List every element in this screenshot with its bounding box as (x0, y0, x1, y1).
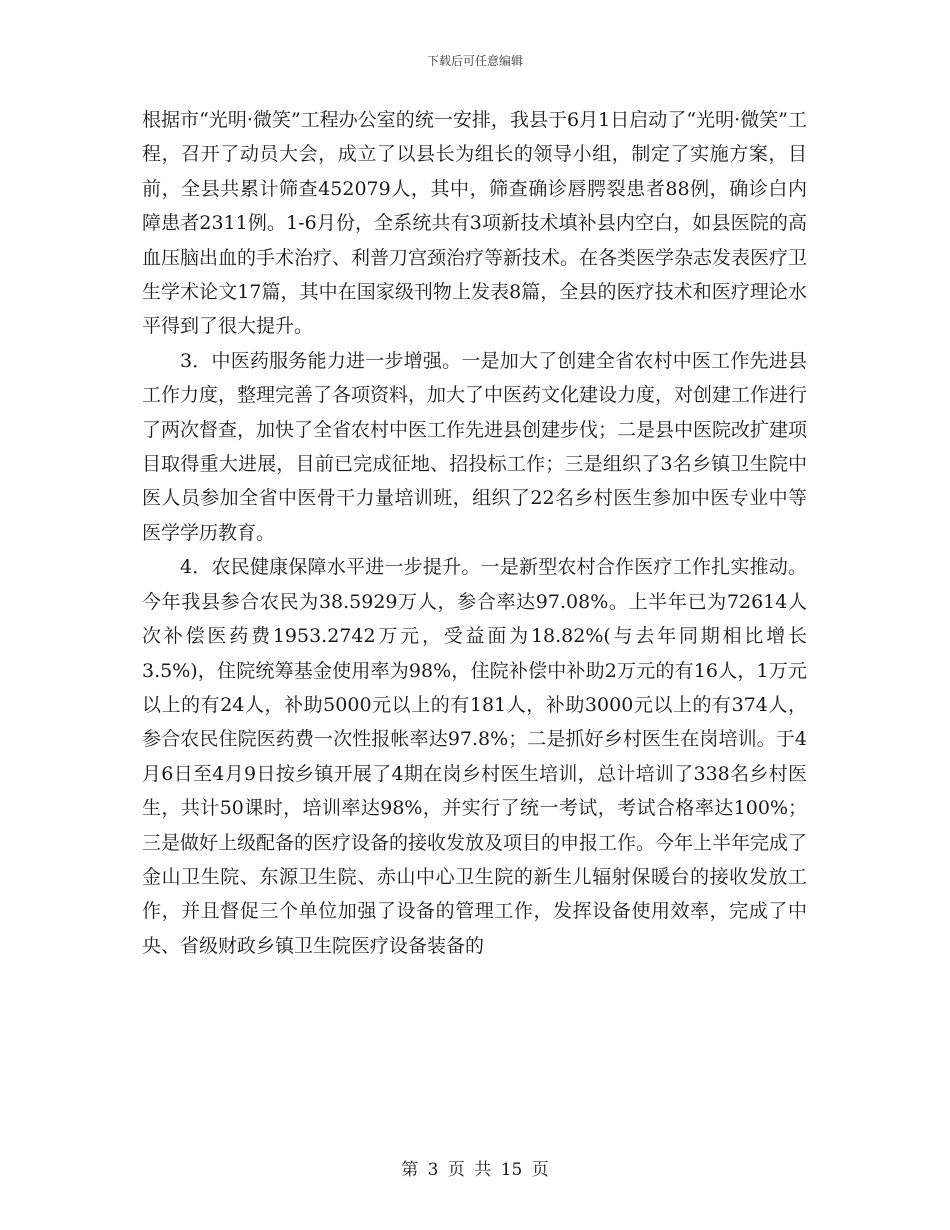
document-body (142, 103, 807, 963)
paragraph-tcm-service: 3．中医药服务能力进一步增强。一是加大了创建全省农村中医工作先进县工作力度，整理完善了各项资料，加大了中医药文化建设力度，对创建工作进行了两次督查，加快了全省农村中医工作先进县创建步伐；二是县中医院改扩建项目取得重大进展，目前已完成征地、招投标工作；三是组织了3名乡镇卫生院中医人员参加全省中医骨干力量培训班，组织了22名乡村医生参加中医专业中等医学学历教育。 (142, 349, 808, 544)
paragraph-continuation: 根据市“光明·微笑”工程办公室的统一安排，我县于6月1日启动了“光明·微笑”工程，召开了动员大会，成立了以县长为组长的领导小组，制定了实施方案，目前，全县共累计筛查452079人，其中，筛查确诊唇腭裂患者88例，确诊白内障患者2311例。1-6月份，全系统共有3项新技术填补县内空白，如县医院的高血压脑出血的手术治疗、利普刀宫颈治疗等新技术。在各类医学杂志发表医疗卫生学术论文17篇，其中在国家级刊物上发表8篇，全县的医疗技术和医疗理论水平得到了很大提升。 (142, 109, 808, 338)
page-number-footer: 第 3 页 共 15 页 (401, 1160, 549, 1180)
page-header: 下载后可任意编辑 (426, 54, 523, 68)
paragraph-health-security: 4．农民健康保障水平进一步提升。一是新型农村合作医疗工作扎实推动。今年我县参合农民为38.5929万人，参合率达97.08%。上半年已为72614人次补偿医药费1953.2742万元，受益面为18.82%(与去年同期相比增长3.5%)，住院统筹基金使用率为98%，住院补偿中补助2万元的有16人，1万元以上的有24人，补助5000元以上的有181人，补助3000元以上的有374人，参合农民住院医药费一次性报帐率达97.8%；二是抓好乡村医生在岗培训。于4月6日至4月9日按乡镇开展了4期在岗乡村医生培训，总计培训了338名乡村医生，共计50课时，培训率达98%，并实行了统一考试，考试合格率达100%；三是做好上级配备的医疗设备的接收发放及项目的申报工作。今年上半年完成了金山卫生院、东源卫生院、赤山中心卫生院的新生儿辐射保暖台的接收发放工作，并且督促三个单位加强了设备的管理工作，发挥设备使用效率，完成了中央、省级财政乡镇卫生院医疗设备装备的 (142, 556, 808, 957)
